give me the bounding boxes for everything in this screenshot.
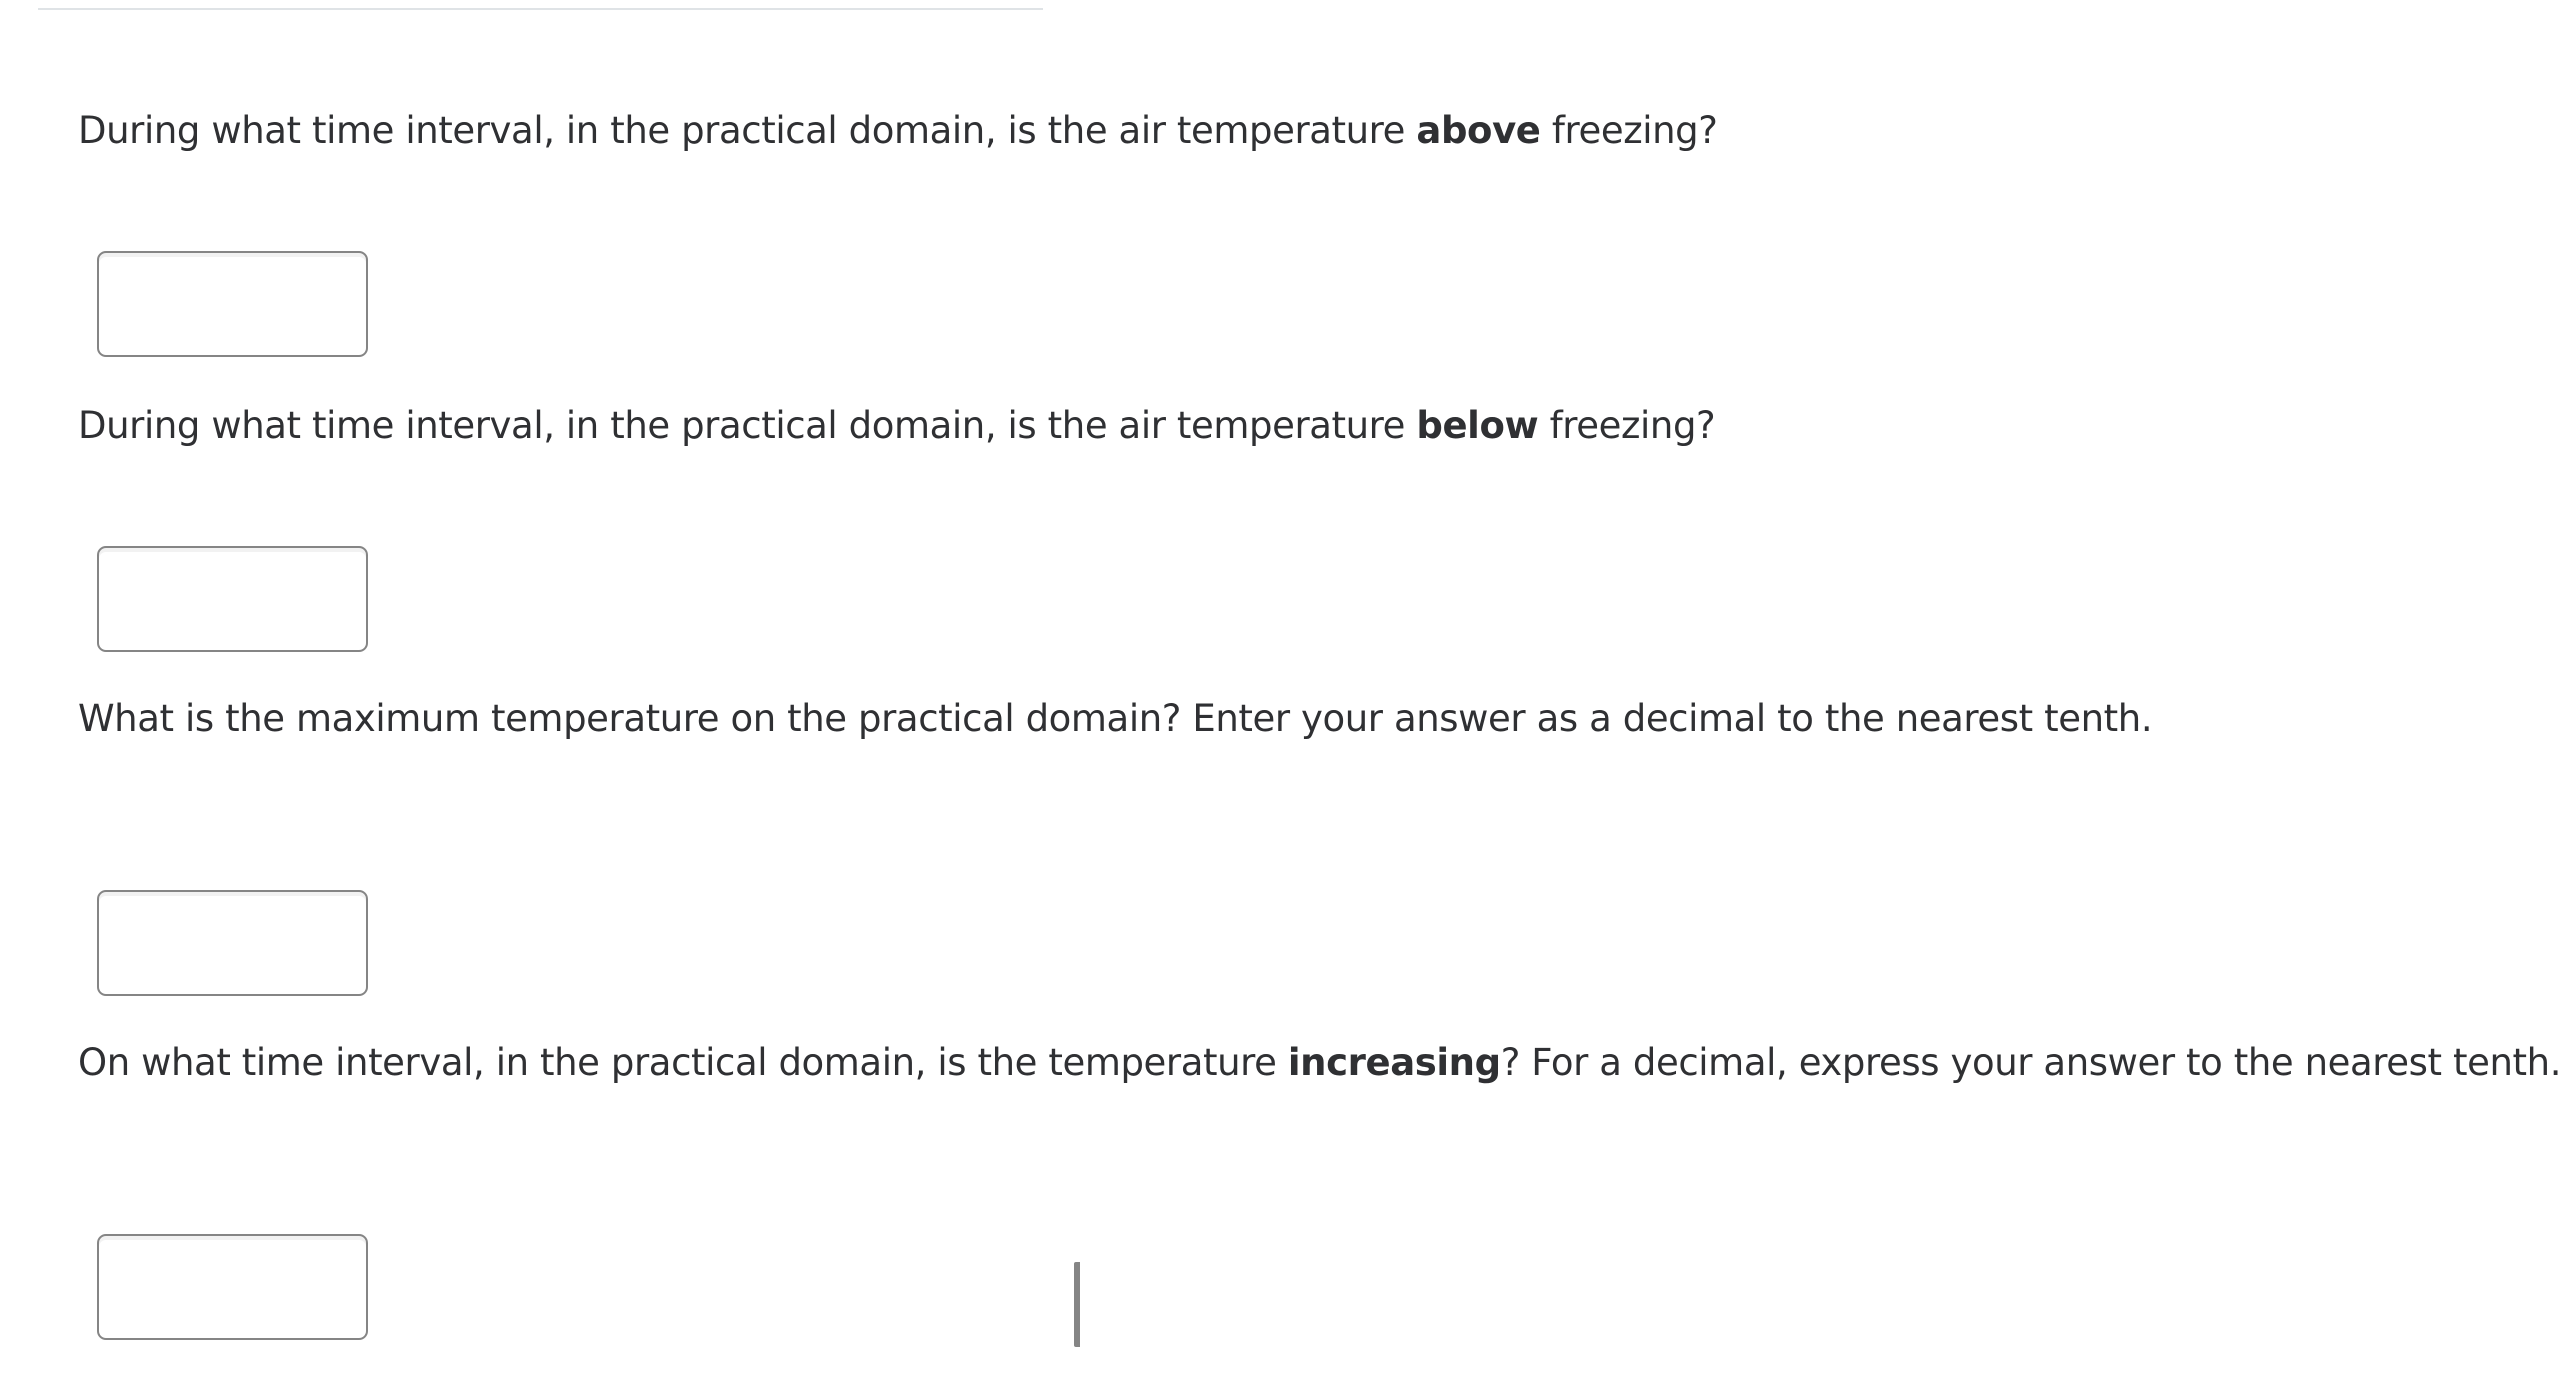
question-4-increasing-interval	[78, 1038, 2561, 1088]
answer-box-above-freezing[interactable]	[97, 251, 368, 357]
question-2-below-freezing	[78, 401, 1716, 451]
question-2-text-start: During what time interval, in the practical domain, is the air temperature	[78, 404, 1417, 447]
question-1-text-end: freezing?	[1540, 109, 1718, 152]
question-1-above-freezing	[78, 106, 1718, 156]
scrollbar-thumb[interactable]	[1074, 1262, 1080, 1347]
question-1-text-start: During what time interval, in the practical domain, is the air temperature	[78, 109, 1417, 152]
question-3-maximum-temperature	[78, 694, 2153, 744]
answer-box-below-freezing[interactable]	[97, 546, 368, 652]
question-3-text-start: What is the maximum temperature on the practical domain? Enter your answer as a decimal to the nearest tenth.	[78, 697, 2153, 740]
answer-box-maximum-temperature[interactable]	[97, 890, 368, 996]
question-4-emphasis: increasing	[1287, 1041, 1501, 1084]
question-2-emphasis: below	[1416, 404, 1539, 447]
top-divider	[38, 8, 1043, 10]
answer-box-increasing-interval[interactable]	[97, 1234, 368, 1340]
question-2-text-end: freezing?	[1538, 404, 1716, 447]
question-1-emphasis: above	[1416, 109, 1541, 152]
question-4-text-end: ? For a decimal, express your answer to the nearest tenth.	[1500, 1041, 2561, 1084]
question-4-text-start: On what time interval, in the practical domain, is the temperature	[78, 1041, 1288, 1084]
